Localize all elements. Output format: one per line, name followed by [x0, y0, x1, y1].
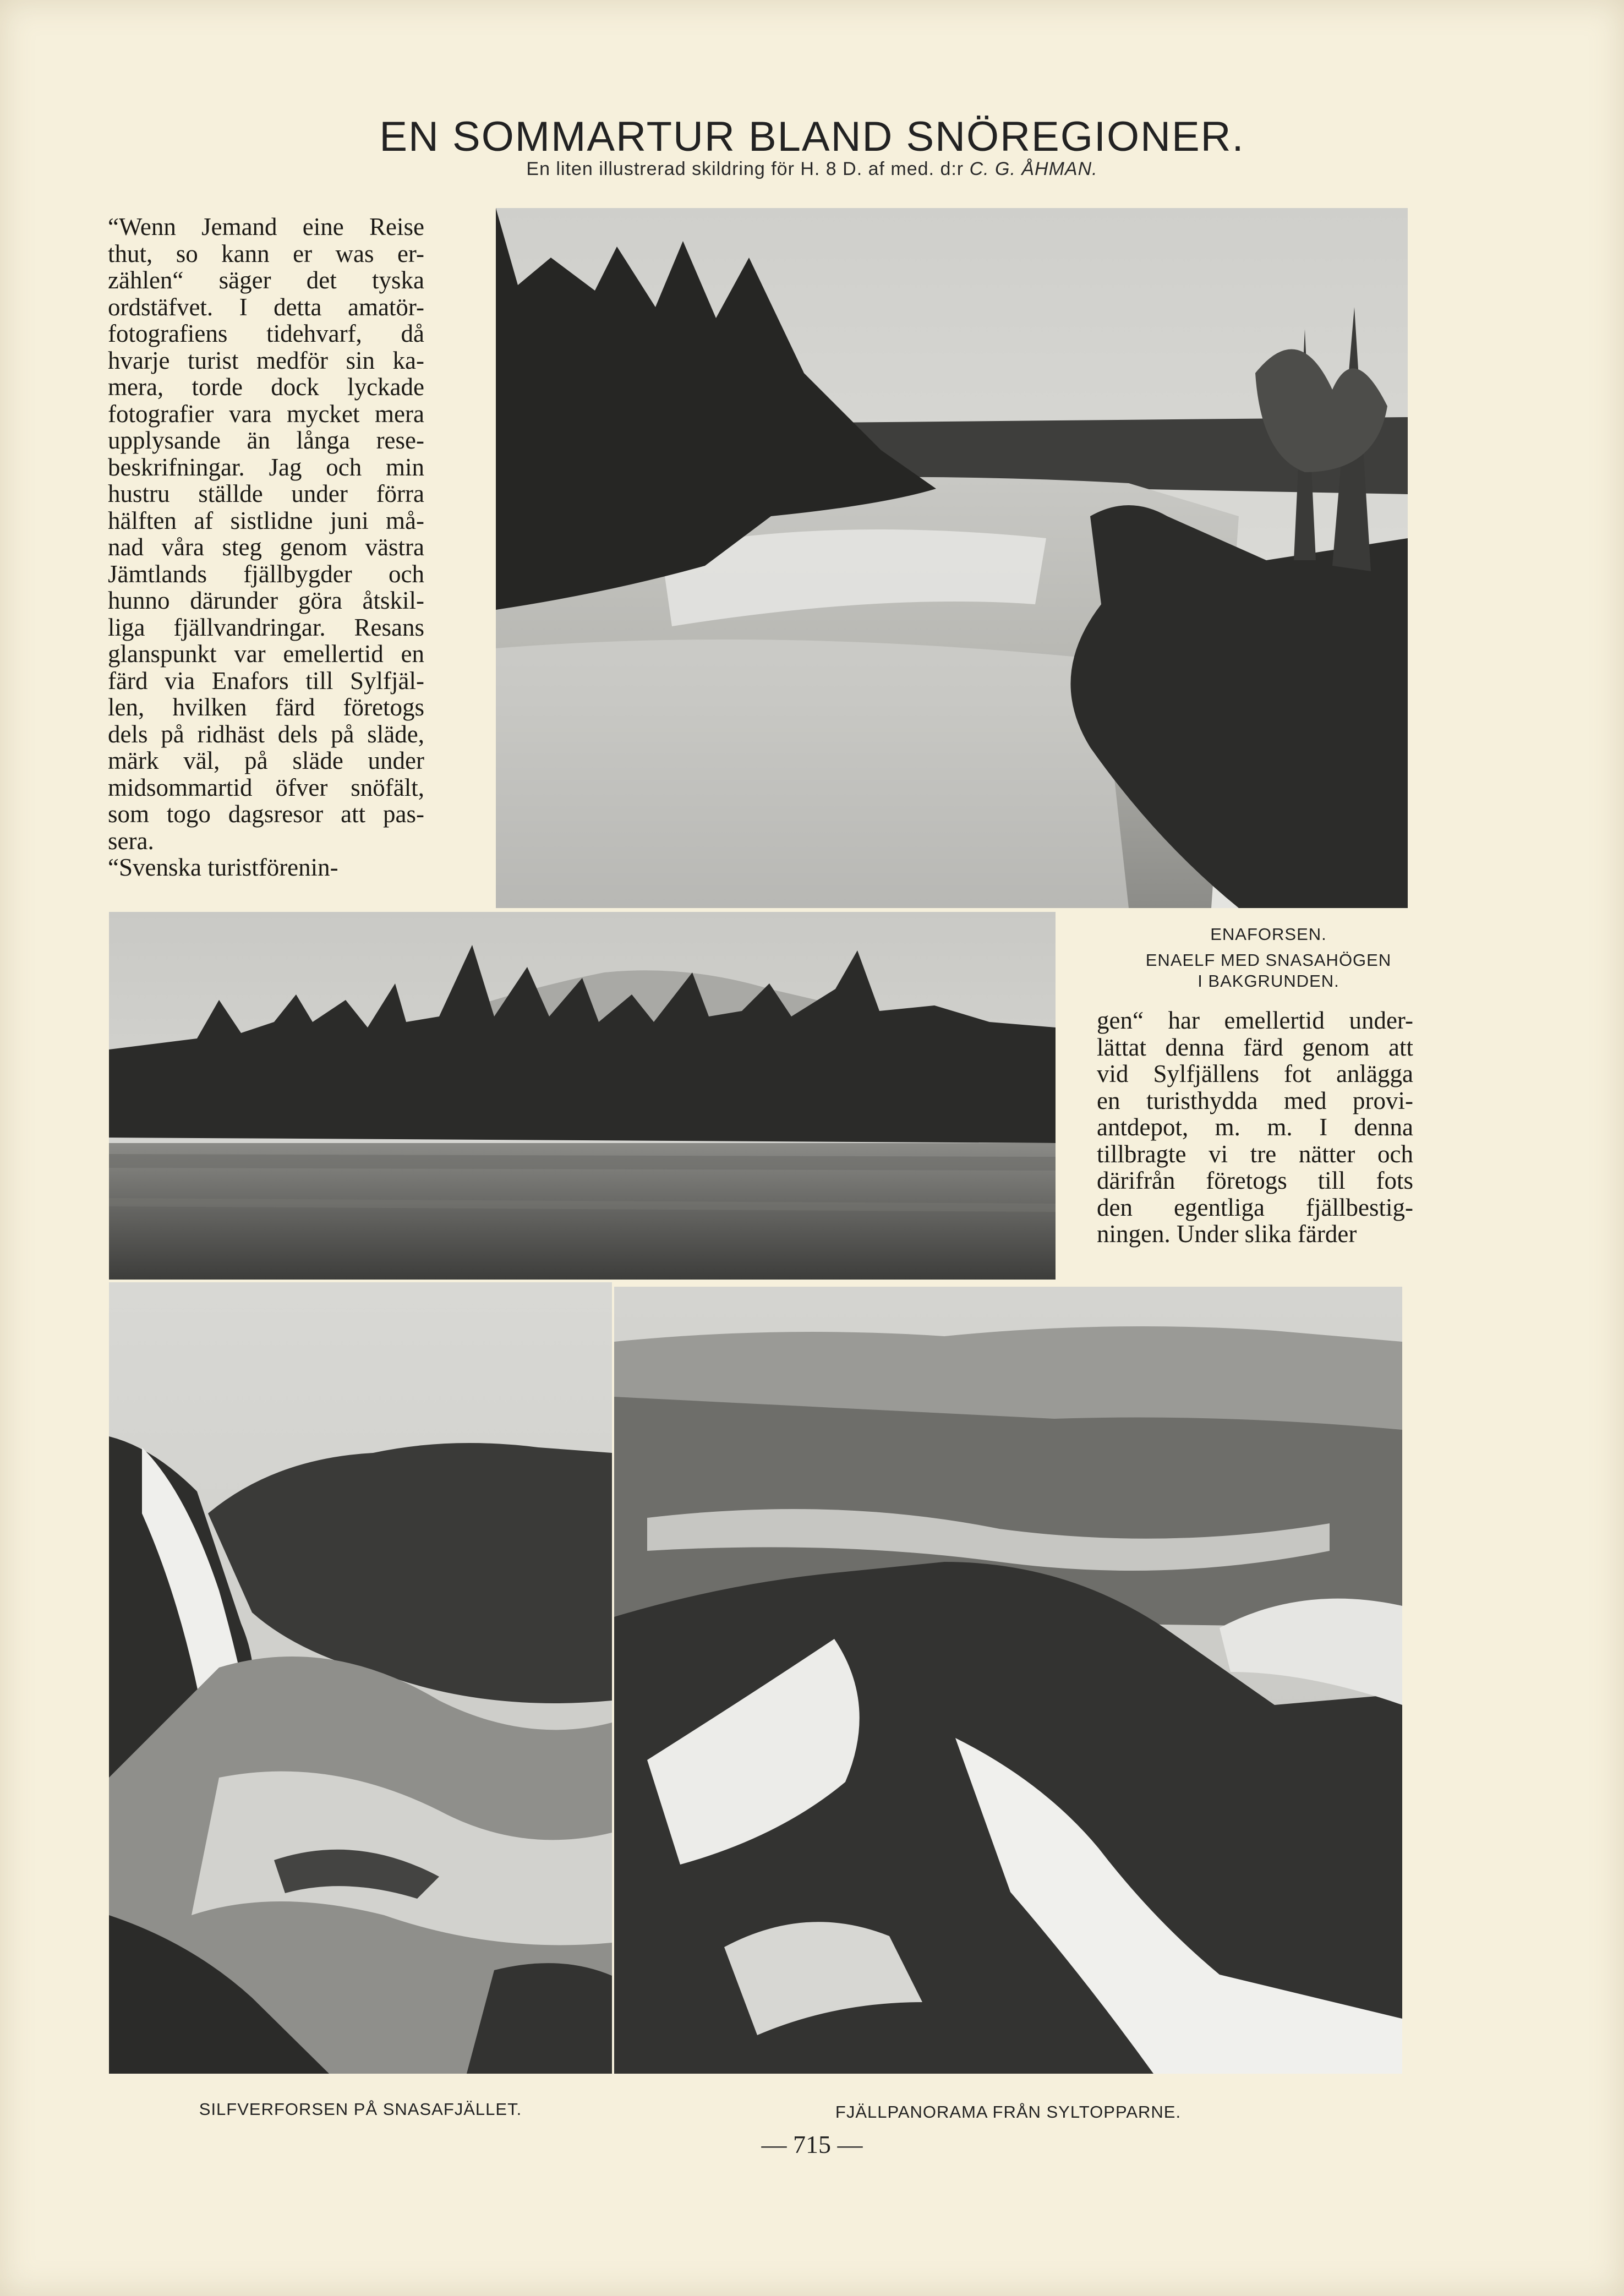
caption-silfverforsen: SILFVERFORSEN PÅ SNASAFJÄLLET.	[199, 2100, 522, 2119]
text-column-left-line: märk väl, på släde under	[108, 747, 424, 774]
photo-enaelf	[109, 912, 1056, 1280]
text-column-left-line: fotografiens tidehvarf, då	[108, 320, 424, 347]
photo-silfverforsen	[109, 1282, 612, 2074]
article-title: EN SOMMARTUR BLAND SNÖREGIONER.	[379, 113, 1245, 160]
article-subtitle	[0, 158, 1624, 180]
caption-enaelf-line1: ENAELF MED SNASAHÖGEN	[1145, 950, 1392, 970]
text-column-left-line: liga fjällvandringar. Resans	[108, 613, 424, 641]
text-column-left	[108, 214, 424, 881]
text-column-right-line: tillbragte vi tre nätter och	[1097, 1140, 1413, 1168]
text-column-right-line: gen“ har emellertid under-	[1097, 1007, 1413, 1034]
text-column-right	[1097, 1007, 1413, 1248]
text-column-left-line: hunno därunder göra åtskil-	[108, 587, 424, 614]
text-column-left-line: ordstäfvet. I detta amatör-	[108, 293, 424, 321]
text-column-left-line: hustru ställde under förra	[108, 480, 424, 507]
text-column-left-line: fotografier vara mycket mera	[108, 400, 424, 428]
text-column-left-line: som togo dagsresor att pas-	[108, 800, 424, 828]
caption-fjallpanorama: FJÄLLPANORAMA FRÅN SYLTOPPARNE.	[835, 2102, 1182, 2122]
text-column-left-line: upplysande än långa rese-	[108, 427, 424, 454]
text-column-left-line: mera, torde dock lyckade	[108, 373, 424, 401]
text-column-left-line: zählen“ säger det tyska	[108, 266, 424, 294]
photo-enaforsen	[496, 208, 1408, 908]
author-name: C. G. ÅHMAN.	[969, 158, 1098, 179]
text-column-left-line: dels på ridhäst dels på släde,	[108, 720, 424, 748]
caption-enaelf-line2: I BAKGRUNDEN.	[1198, 971, 1339, 991]
subtitle-text: En liten illustrerad skildring för H. 8 D. af med. d:r	[526, 158, 964, 179]
text-column-right-line: antdepot, m. m. I denna	[1097, 1113, 1413, 1141]
text-column-right-line: den egentliga fjällbestig-	[1097, 1193, 1413, 1221]
text-column-right-line: lättat denna färd genom att	[1097, 1033, 1413, 1061]
text-column-right-line: därifrån företogs till fots	[1097, 1167, 1413, 1194]
text-column-left-line: sera.	[108, 827, 154, 855]
text-column-left-line: beskrifningar. Jag och min	[108, 453, 424, 481]
text-column-right-line: ningen. Under slika färder	[1097, 1220, 1357, 1248]
photo-fjallpanorama	[614, 1287, 1402, 2074]
text-column-left-line: hälften af sistlidne juni må-	[108, 506, 424, 534]
text-column-left-line: len, hvilken färd företogs	[108, 693, 424, 721]
text-column-left-line: nad våra steg genom västra	[108, 533, 424, 561]
text-column-left-line: glanspunkt var emellertid en	[108, 640, 424, 668]
text-column-right-line: en turisthydda med provi-	[1097, 1086, 1413, 1114]
text-column-left-line: thut, so kann er was er-	[108, 239, 424, 267]
text-column-left-line: Jämtlands fjällbygder och	[108, 560, 424, 588]
text-column-left-line: “Svenska turistförenin-	[108, 854, 338, 881]
caption-enaforsen: ENAFORSEN.	[1210, 925, 1327, 944]
text-column-right-line: vid Sylfjällens fot anlägga	[1097, 1060, 1413, 1087]
text-column-left-line: midsommartid öfver snöfält,	[108, 773, 424, 801]
page-number: — 715 —	[761, 2130, 863, 2158]
text-column-left-line: hvarje turist medför sin ka-	[108, 346, 424, 374]
text-column-left-line: färd via Enafors till Sylfjäl-	[108, 666, 424, 695]
text-column-left-line: “Wenn Jemand eine Reise	[108, 213, 424, 240]
